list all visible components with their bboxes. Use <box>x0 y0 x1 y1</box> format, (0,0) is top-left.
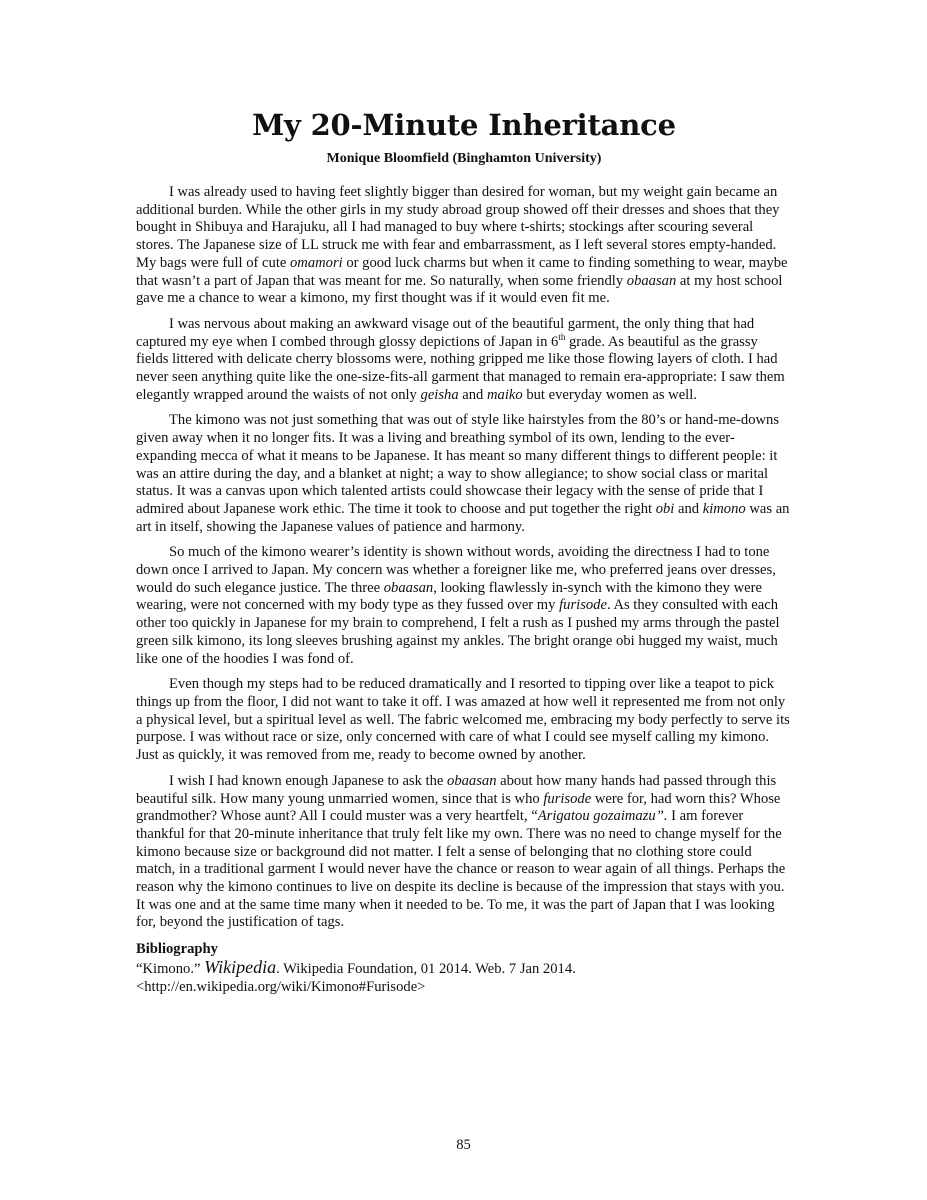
paragraph-text: but everyday women as well. <box>522 386 697 403</box>
paragraph-text: was an art in itself, showing the Japanese values of patience and harmony. <box>136 500 790 535</box>
essay-page <box>136 106 792 996</box>
bib-entry-title: “Kimono.” <box>136 961 205 978</box>
body-paragraph <box>136 676 792 765</box>
italic-term: kimono <box>702 500 746 517</box>
paragraph-text: . As they consulted with each other too quickly in Japanese for my brain to comprehend, I felt a rush as I pushed my arms through the pastel green silk kimono, its long sleeves brushing against my ankles. The bright orange obi hugged my waist, much like one of the hoodies I was fond of. <box>136 597 780 667</box>
italic-term: geisha <box>420 386 459 403</box>
body-paragraph <box>136 544 792 668</box>
bib-entry-details: . Wikipedia Foundation, 01 2014. Web. 7 Jan 2014. <box>276 961 576 978</box>
paragraph-text: Even though my steps had to be reduced dramatically and I resorted to tipping over like a teapot to pick things up from the floor, I did not want to take it off. I was amazed at how well it represented me from not only a physical level, but a spiritual level as well. The fabric welcomed me, embracing my body perfectly to serve its purpose. I was without race or size, only concerned with care of what I could see myself calling my kimono. Just as quickly, it was removed from me, ready to become owned by another. <box>136 676 790 764</box>
italic-term: obi <box>655 500 675 517</box>
page-number: 85 <box>456 1137 471 1153</box>
bibliography <box>136 940 792 996</box>
superscript-text: th <box>558 331 566 342</box>
body-paragraph <box>136 316 792 405</box>
paragraph-text: I was already used to having feet slightly bigger than desired for woman, but my weight gain became an additional burden. While the other girls in my study abroad group showed off their dresses and shoes that they bought in Shibuya and Harajuku, all I had managed to buy where t-shirts; stockings after scouring several stores. The Japanese size of LL struck me with fear and embarrassment, as I left several stores empty-handed. My bags were full of cute <box>136 184 780 271</box>
italic-term: Arigatou gozaimazu”. <box>537 808 668 825</box>
italic-term: furisode <box>559 597 607 614</box>
italic-term: omamori <box>290 254 343 271</box>
bibliography-heading: Bibliography <box>136 941 218 958</box>
paragraph-text: and <box>458 386 487 403</box>
paragraph-text: I am forever thankful for that 20-minute inheritance that truly felt like my own. There was no need to change myself for the kimono because size or background did not matter. I felt a sense of belonging that no clothing store could match, in a traditional garment I would never have the chance or reason to wear again of all things. Perhaps the reason why the kimono continues to live on despite its decline is because of the impression that stays with you. It was one and at the same time many when it needed to be. To me, it was the part of Japan that I was looking for, beyond the justification of tags. <box>136 808 786 931</box>
paragraph-text: So much of the kimono wearer’s identity is shown without words, avoiding the directness I had to tone down once I arrived to Japan. My concern was whether a foreigner like me, who preferred jeans over dresses, would do such elegance justice. The three <box>136 544 776 596</box>
bibliography-url: <http://en.wikipedia.org/wiki/Kimono#Furisode> <box>136 979 426 996</box>
bibliography-entry <box>136 958 792 978</box>
paragraph-text: I wish I had known enough Japanese to ask the <box>169 772 448 789</box>
author-line: Monique Bloomfield (Binghamton University) <box>326 151 602 166</box>
body-paragraph <box>136 773 792 932</box>
italic-term: obaasan <box>383 579 434 596</box>
paragraph-text: The kimono was not just something that was out of style like hairstyles from the 80’s or hand-me-downs given away when it no longer fits. It was a living and breathing symbol of its own, lending to the ever-expanding mecca of what it means to be Japanese. It has meant so many different things to different people: it was an attire during the day, and a blanket at night; a way to show allegiance; to show social class or marital status. It was a canvas upon which talented artists could showcase their legacy with the sense of pride that I admired about Japanese work ethic. The time it took to choose and put together the right <box>136 412 780 517</box>
essay-title: My 20-Minute Inheritance <box>252 108 676 142</box>
bib-entry-source: Wikipedia <box>204 957 277 978</box>
paragraph-text: at my host school gave me a chance to wear a kimono, my first thought was if it would even fit me. <box>136 272 783 307</box>
italic-term: furisode <box>543 790 592 807</box>
paragraph-text: about how many hands had passed through this beautiful silk. How many young unmarried women, since that is who <box>136 772 777 807</box>
paragraph-text: I was nervous about making an awkward visage out of the beautiful garment, the only thing that had captured my eye when I combed through glossy depictions of Japan in 6 <box>136 315 755 350</box>
paragraph-text: grade. As beautiful as the grassy fields littered with delicate cherry blossoms were, nothing gripped me like those flowing layers of cloth. I had never seen anything quite like the one-size-fits-all garment that managed to remain era-appropriate: I saw them elegantly wrapped around the waists of not only <box>136 333 785 403</box>
paragraph-text: , looking flawlessly in-synch with the kimono they were wearing, were not concerned with my body type as they fussed over my <box>136 579 762 614</box>
body-paragraph <box>136 412 792 536</box>
italic-term: obaasan <box>447 772 497 789</box>
paragraph-text: were for, had worn this? Whose grandmother? Whose aunt? All I could muster was a very heartfelt, “ <box>136 790 781 825</box>
italic-term: maiko <box>487 386 523 403</box>
paragraph-text: and <box>674 500 703 517</box>
body-paragraph <box>136 184 792 308</box>
italic-term: obaasan <box>626 272 677 289</box>
essay-body <box>136 184 792 932</box>
paragraph-text: or good luck charms but when it came to finding something to wear, maybe that wasn’t a part of Japan that was meant for me. So naturally, when some friendly <box>136 254 788 289</box>
